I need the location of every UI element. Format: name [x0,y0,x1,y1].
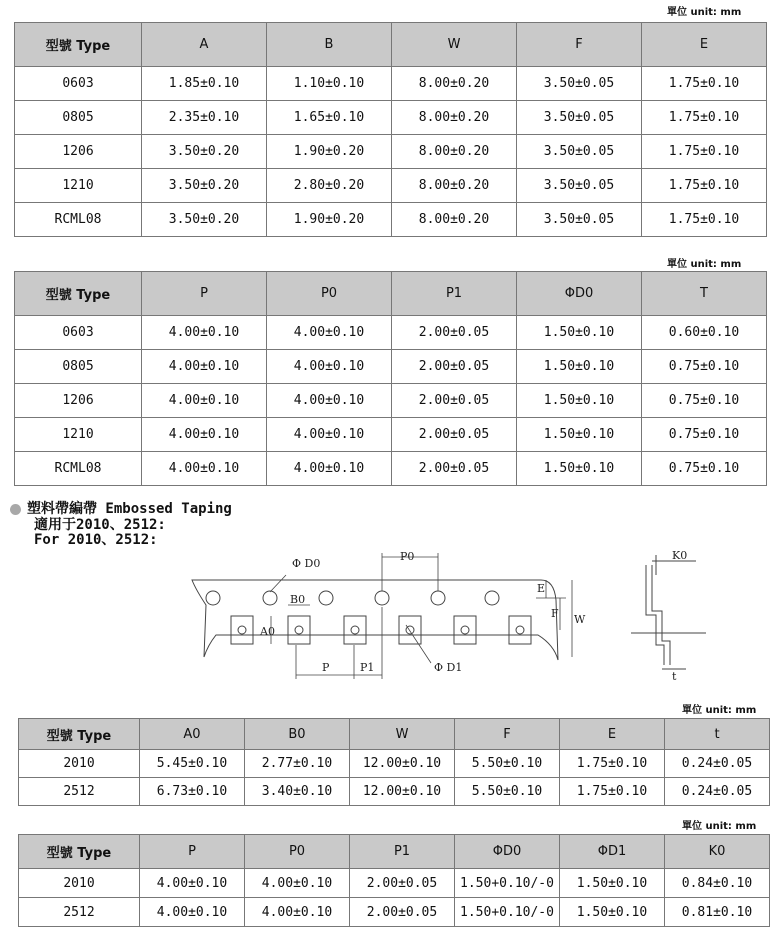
label-e: E [537,582,546,595]
applies-to-en: For 2010、2512: [34,532,158,548]
label-w: W [574,613,586,626]
component-pockets [231,616,531,644]
value-cell: 2.00±0.05 [392,316,517,350]
label-a0: A0 [260,625,275,638]
embossed-tape-diagram [186,545,706,685]
value-cell: 3.50±0.20 [142,203,267,237]
value-cell: 4.00±0.10 [267,350,392,384]
table-row [19,778,770,806]
column-header: A [142,23,267,67]
diagram-labels [259,550,586,674]
value-cell: 3.50±0.05 [517,67,642,101]
label-f: F [551,607,559,620]
column-header: T [642,272,767,316]
value-cell: 4.00±0.10 [245,898,350,927]
column-header: t [665,719,770,750]
value-cell: 1.65±0.10 [267,101,392,135]
type-cell: 0603 [15,316,142,350]
value-cell: 3.50±0.20 [142,169,267,203]
label-d1: Φ D1 [434,661,463,674]
type-cell: 2010 [19,869,140,898]
value-cell: 0.75±0.10 [642,418,767,452]
value-cell: 3.50±0.05 [517,203,642,237]
value-cell: 3.50±0.05 [517,169,642,203]
value-cell: 8.00±0.20 [392,101,517,135]
value-cell: 2.35±0.10 [142,101,267,135]
column-header: ΦD0 [517,272,642,316]
value-cell: 6.73±0.10 [140,778,245,806]
table-row [19,898,770,927]
value-cell: 3.40±0.10 [245,778,350,806]
tape-outline [192,580,558,660]
value-cell: 4.00±0.10 [267,384,392,418]
unit-label-1: 單位 unit: mm [667,7,742,18]
type-cell: 1210 [15,418,142,452]
column-header: P0 [245,835,350,869]
type-cell: 2512 [19,778,140,806]
table-row [15,350,767,384]
table-row [15,135,767,169]
column-header: E [560,719,665,750]
value-cell: 4.00±0.10 [140,869,245,898]
value-cell: 1.50±0.10 [517,350,642,384]
value-cell: 1.10±0.10 [267,67,392,101]
value-cell: 4.00±0.10 [140,898,245,927]
table-row [15,316,767,350]
value-cell: 1.50±0.10 [517,418,642,452]
applies-to-zh: 適用于2010、2512: [34,517,166,533]
column-header: W [392,23,517,67]
value-cell: 0.81±0.10 [665,898,770,927]
value-cell: 12.00±0.10 [350,750,455,778]
value-cell: 2.00±0.05 [392,350,517,384]
embossed-table-2 [18,834,770,927]
column-header: E [642,23,767,67]
value-cell: 2.00±0.05 [350,898,455,927]
unit-label-4: 單位 unit: mm [682,821,757,832]
value-cell: 1.75±0.10 [642,203,767,237]
value-cell: 4.00±0.10 [267,316,392,350]
value-cell: 1.75±0.10 [560,778,665,806]
value-cell: 0.75±0.10 [642,384,767,418]
value-cell: 8.00±0.20 [392,67,517,101]
value-cell: 1.75±0.10 [642,101,767,135]
table-row [15,452,767,486]
value-cell: 12.00±0.10 [350,778,455,806]
label-p0: P0 [400,550,415,563]
column-header: P [142,272,267,316]
table-row [15,67,767,101]
value-cell: 1.75±0.10 [642,169,767,203]
type-cell: 0603 [15,67,142,101]
embossed-taping-title [10,502,232,517]
type-cell: RCML08 [15,203,142,237]
column-header: A0 [140,719,245,750]
value-cell: 1.50±0.10 [517,384,642,418]
value-cell: 5.50±0.10 [455,750,560,778]
dimension-table-2 [14,271,767,486]
value-cell: 0.24±0.05 [665,750,770,778]
bullet-icon [10,504,21,515]
section-title-text: 塑料帶編帶 Embossed Taping [27,501,232,517]
column-header: 型號 Type [19,719,140,750]
label-p1: P1 [360,661,375,674]
column-header: B0 [245,719,350,750]
value-cell: 1.75±0.10 [642,67,767,101]
type-cell: 1206 [15,135,142,169]
type-cell: 2512 [19,898,140,927]
value-cell: 4.00±0.10 [142,350,267,384]
value-cell: 4.00±0.10 [142,452,267,486]
table-row [15,418,767,452]
label-p: P [322,661,330,674]
value-cell: 1.50±0.10 [517,452,642,486]
column-header: P0 [267,272,392,316]
label-t: t [672,670,677,683]
value-cell: 1.50±0.10 [517,316,642,350]
type-cell: 1210 [15,169,142,203]
value-cell: 1.85±0.10 [142,67,267,101]
value-cell: 3.50±0.05 [517,101,642,135]
unit-label-2: 單位 unit: mm [667,259,742,270]
table-row [15,101,767,135]
value-cell: 5.50±0.10 [455,778,560,806]
column-header: F [455,719,560,750]
value-cell: 1.50+0.10/-0 [455,898,560,927]
table-row [15,203,767,237]
column-header: ΦD1 [560,835,665,869]
label-b0: B0 [290,593,306,606]
tape-cross-section [631,555,706,669]
value-cell: 1.50+0.10/-0 [455,869,560,898]
value-cell: 0.24±0.05 [665,778,770,806]
value-cell: 2.00±0.05 [392,418,517,452]
value-cell: 8.00±0.20 [392,169,517,203]
type-cell: 0805 [15,101,142,135]
label-k0: K0 [672,549,688,562]
value-cell: 0.84±0.10 [665,869,770,898]
value-cell: 4.00±0.10 [142,316,267,350]
column-header: P1 [350,835,455,869]
type-cell: RCML08 [15,452,142,486]
column-header: ΦD0 [455,835,560,869]
column-header: P1 [392,272,517,316]
column-header: 型號 Type [19,835,140,869]
value-cell: 2.77±0.10 [245,750,350,778]
value-cell: 1.75±0.10 [642,135,767,169]
table-row [15,384,767,418]
value-cell: 0.60±0.10 [642,316,767,350]
value-cell: 4.00±0.10 [245,869,350,898]
value-cell: 8.00±0.20 [392,135,517,169]
sprocket-holes [206,591,499,605]
column-header: 型號 Type [15,272,142,316]
label-d0: Φ D0 [292,557,321,570]
table-row [19,869,770,898]
column-header: B [267,23,392,67]
table-row [19,750,770,778]
value-cell: 4.00±0.10 [142,418,267,452]
value-cell: 3.50±0.05 [517,135,642,169]
value-cell: 2.00±0.05 [392,452,517,486]
value-cell: 2.00±0.05 [350,869,455,898]
value-cell: 1.50±0.10 [560,869,665,898]
value-cell: 0.75±0.10 [642,350,767,384]
value-cell: 0.75±0.10 [642,452,767,486]
column-header: K0 [665,835,770,869]
column-header: P [140,835,245,869]
type-cell: 0805 [15,350,142,384]
table-row [15,169,767,203]
column-header: W [350,719,455,750]
value-cell: 4.00±0.10 [142,384,267,418]
column-header: F [517,23,642,67]
value-cell: 3.50±0.20 [142,135,267,169]
value-cell: 4.00±0.10 [267,452,392,486]
value-cell: 1.90±0.20 [267,135,392,169]
type-cell: 2010 [19,750,140,778]
unit-label-3: 單位 unit: mm [682,705,757,716]
value-cell: 1.75±0.10 [560,750,665,778]
value-cell: 1.50±0.10 [560,898,665,927]
value-cell: 1.90±0.20 [267,203,392,237]
value-cell: 8.00±0.20 [392,203,517,237]
value-cell: 5.45±0.10 [140,750,245,778]
embossed-table-1 [18,718,770,806]
dimension-table-1 [14,22,767,237]
value-cell: 2.00±0.05 [392,384,517,418]
value-cell: 2.80±0.20 [267,169,392,203]
value-cell: 4.00±0.10 [267,418,392,452]
type-cell: 1206 [15,384,142,418]
column-header: 型號 Type [15,23,142,67]
